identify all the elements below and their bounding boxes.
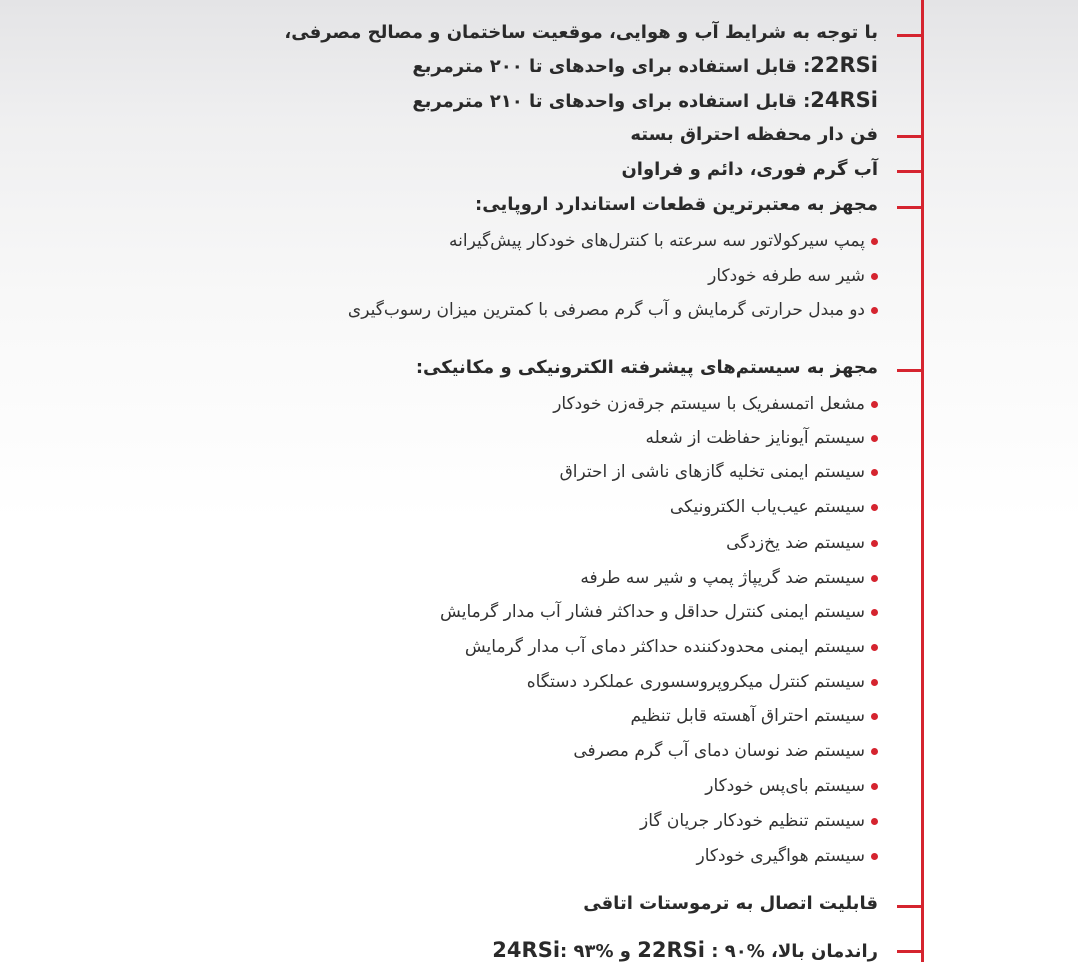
thermostat-feature: قابلیت اتصال به ترموستات اتاقی xyxy=(583,893,878,914)
list-item xyxy=(640,813,878,830)
hot-water-feature: آب گرم فوری، دائم و فراوان xyxy=(621,159,878,180)
list-item xyxy=(630,708,878,725)
list-item-text: سیستم آیونایز حفاظت از شعله xyxy=(645,428,865,448)
list-item xyxy=(449,233,878,250)
bullet-dot-icon xyxy=(871,307,878,314)
bullet-dot-icon xyxy=(871,609,878,616)
bullet-dot-icon xyxy=(871,575,878,582)
bullet-dot-icon xyxy=(871,273,878,280)
model-22-name: 22RSi xyxy=(810,53,878,77)
bullet-dot-icon xyxy=(871,679,878,686)
bullet-dot-icon xyxy=(871,853,878,860)
list-item-text: پمپ سیرکولاتور سه سرعته با کنترل‌های خودکار پیش‌گیرانه xyxy=(449,231,865,251)
list-item xyxy=(696,848,878,865)
bullet-dot-icon xyxy=(871,435,878,442)
list-item-text: سیستم احتراق آهسته قابل تنظیم xyxy=(630,706,865,726)
timeline-tick xyxy=(897,170,924,173)
timeline-tick xyxy=(897,905,924,908)
list-item xyxy=(348,302,878,319)
efficiency-value-24: : ۹۳% xyxy=(560,941,614,962)
list-item-text: سیستم ضد گریپاژ پمپ و شیر سه طرفه xyxy=(580,568,865,588)
model-24-name: 24RSi xyxy=(810,88,878,112)
timeline-tick xyxy=(897,135,924,138)
bullet-dot-icon xyxy=(871,783,878,790)
list-item xyxy=(527,674,878,691)
list-item xyxy=(440,604,878,621)
systems-heading: مجهز به سیستم‌های پیشرفته الکترونیکی و مکانیکی: xyxy=(415,357,878,378)
european-parts-heading: مجهز به معتبرترین قطعات استاندارد اروپایی: xyxy=(475,194,878,215)
list-item-text: سیستم ایمنی تخلیه گازهای ناشی از احتراق xyxy=(559,462,865,482)
climate-note: با توجه به شرایط آب و هوایی، موقعیت ساختمان و مصالح مصرفی، xyxy=(284,22,878,43)
list-item xyxy=(726,535,878,552)
efficiency-label: راندمان بالا، xyxy=(771,941,878,962)
list-item-text: سیستم ایمنی کنترل حداقل و حداکثر فشار آب مدار گرمایش xyxy=(440,602,865,622)
list-item-text: مشعل اتمسفریک با سیستم جرقه‌زن خودکار xyxy=(553,394,865,414)
bullet-dot-icon xyxy=(871,504,878,511)
list-item-text: سیستم بای‌پس خودکار xyxy=(705,776,865,796)
list-item xyxy=(560,464,878,481)
bullet-dot-icon xyxy=(871,238,878,245)
list-item xyxy=(465,639,878,656)
model-24-capacity-text: : قابل استفاده برای واحدهای تا ۲۱۰ مترمربع xyxy=(412,91,811,112)
list-item-text: سیستم تنظیم خودکار جریان گاز xyxy=(640,811,865,831)
model-22-capacity-text: : قابل استفاده برای واحدهای تا ۲۰۰ مترمربع xyxy=(412,56,811,77)
bullet-dot-icon xyxy=(871,713,878,720)
timeline-line xyxy=(921,0,924,962)
efficiency-model-24: 24RSi xyxy=(492,938,561,962)
bullet-dot-icon xyxy=(871,644,878,651)
list-item xyxy=(705,778,878,795)
efficiency-feature xyxy=(492,940,878,961)
list-item-text: سیستم کنترل میکروپروسسوری عملکرد دستگاه xyxy=(526,672,865,692)
fan-feature: فن دار محفظه احتراق بسته xyxy=(630,124,878,145)
bullet-dot-icon xyxy=(871,469,878,476)
list-item-text: سیستم ایمنی محدودکننده حداکثر دمای آب مدار گرمایش xyxy=(464,637,865,657)
list-item-text: سیستم ضد نوسان دمای آب گرم مصرفی xyxy=(573,741,865,761)
list-item-text: سیستم ضد یخ‌زدگی xyxy=(726,533,865,553)
bullet-dot-icon xyxy=(871,540,878,547)
list-item-text: دو مبدل حرارتی گرمایش و آب گرم مصرفی با کمترین میزان رسوب‌گیری xyxy=(347,300,865,320)
list-item xyxy=(670,499,878,516)
timeline-tick xyxy=(897,206,924,209)
list-item-text: شیر سه طرفه خودکار xyxy=(708,266,865,286)
efficiency-model-22: 22RSi xyxy=(637,938,705,962)
list-item xyxy=(646,430,879,447)
timeline-tick xyxy=(897,950,924,953)
efficiency-value-22: : ۹۰% و xyxy=(619,941,765,962)
list-item-text: سیستم عیب‌یاب الکترونیکی xyxy=(669,497,865,517)
timeline-tick xyxy=(897,34,924,37)
list-item-text: سیستم هواگیری خودکار xyxy=(696,846,865,866)
list-item xyxy=(553,396,878,413)
model-24-capacity xyxy=(412,90,878,111)
list-item xyxy=(573,743,878,760)
model-22-capacity xyxy=(412,55,878,76)
bullet-dot-icon xyxy=(871,748,878,755)
list-item xyxy=(580,570,878,587)
timeline-tick xyxy=(897,369,924,372)
bullet-dot-icon xyxy=(871,818,878,825)
bullet-dot-icon xyxy=(871,401,878,408)
list-item xyxy=(708,268,878,285)
